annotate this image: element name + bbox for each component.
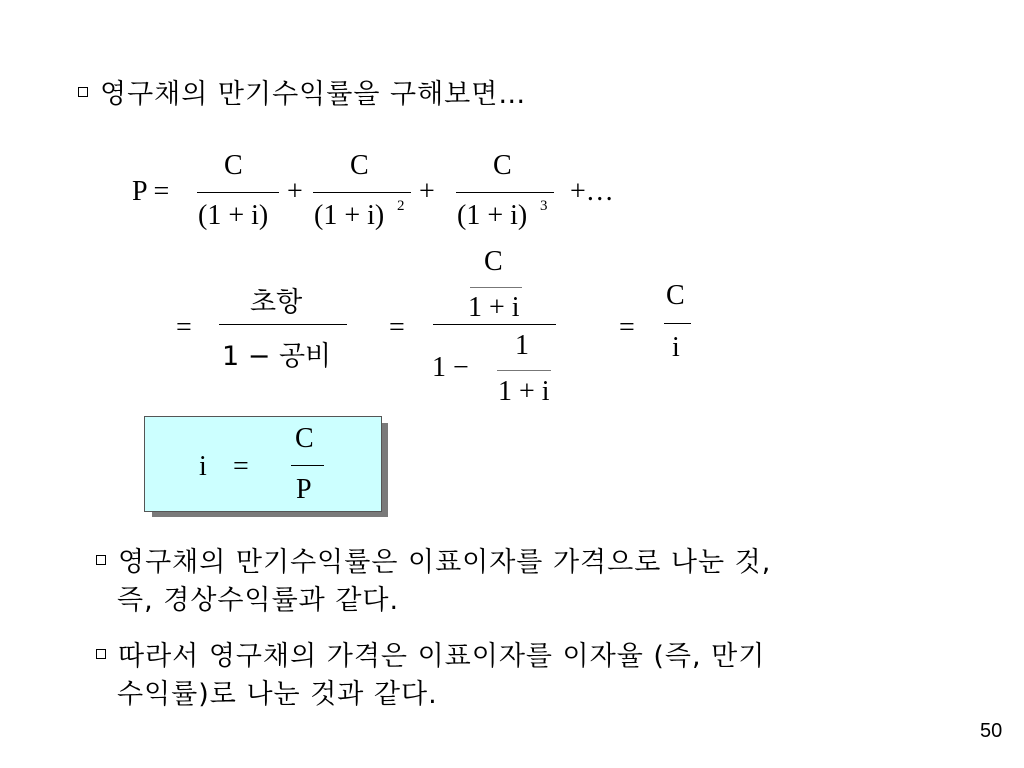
result-bar [291, 465, 324, 466]
square-bullet-icon [78, 87, 88, 97]
square-bullet-icon [96, 649, 106, 659]
square-bullet-icon [96, 555, 106, 565]
eq2-frac3-num: C [666, 280, 685, 311]
eq1-term2-den: (1 + i) [314, 200, 385, 231]
eq2-frac3-bar [664, 323, 691, 324]
eq2-frac1-den: 1 − 공비 [222, 341, 332, 372]
eq1-term2-num: C [350, 150, 369, 181]
result-eq-sign: = [233, 451, 249, 482]
bullet-1-line-1: 영구채의 만기수익률은 이표이자를 가격으로 나눈 것, [118, 547, 772, 578]
eq1-term1-num: C [224, 150, 243, 181]
eq1-term1-bar [197, 192, 279, 193]
eq1-term1-den: (1 + i) [198, 200, 269, 231]
eq2-eq-sign-1: = [176, 312, 192, 343]
bullet-2-line-1: 따라서 영구채의 가격은 이표이자를 이자율 (즉, 만기 [118, 641, 766, 672]
eq2-eq-sign-2: = [389, 312, 405, 343]
eq2-frac2-num-bar [470, 287, 522, 288]
bullet-2-line-2: 수익률)로 나눈 것과 같다. [117, 679, 438, 710]
eq1-term3-num: C [493, 150, 512, 181]
eq2-frac2-num-num: C [484, 246, 503, 277]
eq1-term1-op: + [287, 176, 303, 207]
bullet-1-line-2: 즉, 경상수익률과 같다. [117, 585, 400, 616]
eq1-term2-op: + [419, 176, 435, 207]
eq1-lhs: P = [132, 176, 170, 207]
eq2-frac2-den-num: 1 [515, 330, 529, 361]
eq1-term3-op: +… [570, 176, 614, 207]
result-box [144, 416, 382, 512]
heading-bullet [78, 72, 526, 111]
eq1-term3-den: (1 + i) [457, 200, 528, 231]
eq2-frac2-den-bar [497, 370, 551, 371]
eq2-frac2-num-den: 1 + i [468, 292, 520, 323]
eq1-term2-exp: 2 [397, 198, 405, 214]
eq2-frac1-bar [219, 324, 347, 325]
page-number: 50 [980, 720, 1003, 742]
result-num: C [295, 423, 314, 454]
eq2-frac2-den-den: 1 + i [498, 376, 550, 407]
bullet-item-1 [96, 540, 771, 579]
result-den: P [296, 474, 312, 505]
eq2-frac3-den: i [672, 332, 680, 363]
eq2-frac2-bar [433, 324, 556, 325]
eq2-frac2-den-lead: 1 − [432, 352, 469, 383]
eq1-term3-bar [456, 192, 554, 193]
eq2-frac1-num: 초항 [250, 287, 303, 318]
bullet-item-2 [96, 634, 765, 673]
eq1-term2-bar [313, 192, 411, 193]
eq1-term3-exp: 3 [540, 198, 548, 214]
heading-text: 영구채의 만기수익률을 구해보면… [100, 79, 527, 110]
result-lhs: i [199, 451, 207, 482]
eq2-eq-sign-3: = [619, 312, 635, 343]
